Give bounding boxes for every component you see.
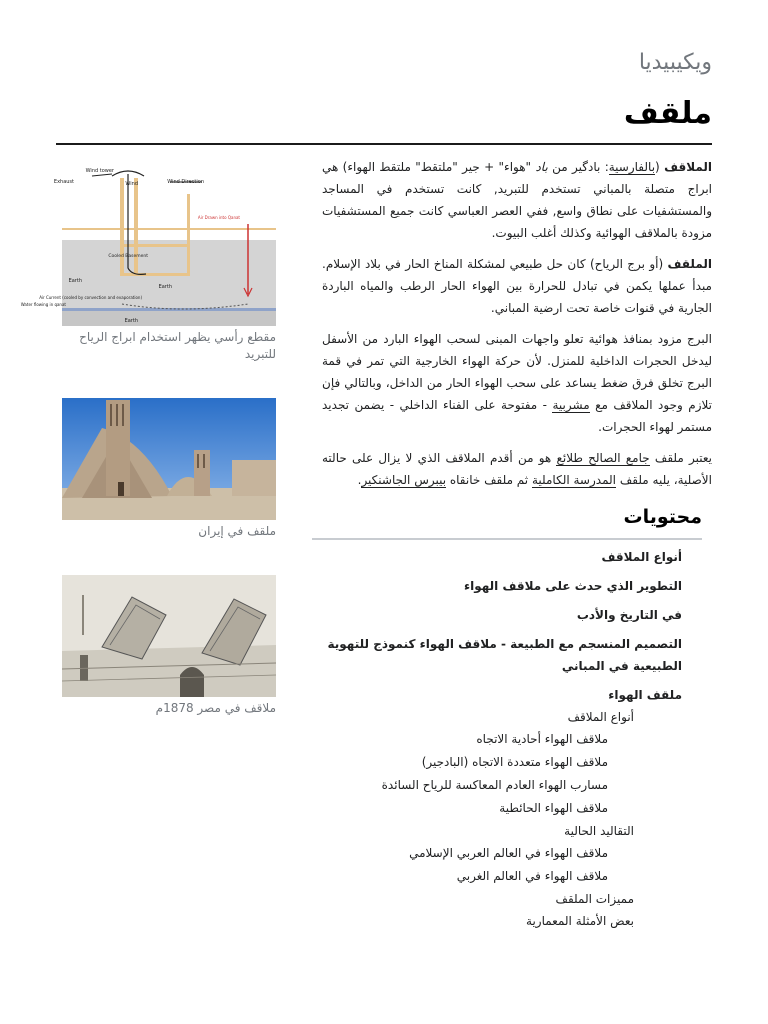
text: البرج مزود بمنافذ هوائية تعلو واجهات المبنى لسحب الهواء البارد من الأسفل ليدخل الحجرات الداخلية للمنزل. لأن حركة الهواء الخارجية التي تمر في قمة البرج تخلق فرق ضغط يساعد على سحب الهواء الحار من الداخل، وبالتالي فإن تلازم وجود الملاقف مع [322,332,712,412]
toc-item-wind-catcher-label[interactable]: ملقف الهواء [608,688,682,702]
label-cooled-basement: Cooled Basement [108,254,148,259]
title-divider [56,143,712,145]
toc-subitem-features[interactable]: مميزات الملقف [555,892,634,906]
toc-item-types[interactable]: أنواع الملاقف [601,550,682,564]
toc-sublist [310,706,682,932]
toc-subsubitem[interactable]: ملاقف الهواء في العالم العربي الإسلامي [409,846,608,860]
toc-subitem [310,706,634,820]
link-kamiliya-madrasa[interactable]: المدرسة الكاملية [531,473,617,487]
figure-caption: ملاقف في مصر 1878م [155,701,276,715]
toc-subitem-examples[interactable]: بعض الأمثلة المعمارية [526,914,634,928]
text: ثم ملقف خانقاه [446,473,532,487]
toc-item-wind-catcher [310,684,682,932]
label-wind-direction: Wind Direction [167,179,204,185]
label-air-current: Air Current (cooled by convection and evaporation) [39,295,142,300]
text: هو من أقدم الملاقف الذي لا يزال على حالته الأصلية، يليه ملقف [322,451,712,487]
figure-caption: ملقف في إيران [198,524,276,538]
paragraph-1 [322,156,712,244]
toc-subsubitem[interactable]: ملاقف الهواء الحائطية [499,801,608,815]
label-earth-right: Earth [158,284,172,290]
label-exhaust: Exhaust [53,179,74,185]
toc-subitem [310,820,634,888]
label-wind-tower: Wind tower [85,168,114,174]
figure-iran-windtower [62,398,276,540]
toc-subsubitem[interactable]: ملاقف الهواء أحادية الاتجاه [476,732,608,746]
text: . [357,473,362,487]
label-wind: Wind [125,181,138,187]
link-baybars-jashankir[interactable]: بيبرس الجاشنكير [361,473,447,487]
windtower-diagram-image[interactable] [20,164,276,326]
page-title: ملقف [623,96,712,131]
toc-divider [312,538,702,540]
toc-sublist-2 [310,728,634,820]
table-of-contents [310,546,682,939]
toc-sublist-2 [310,842,634,888]
site-name[interactable]: ويكيبيديا [638,50,712,75]
link-persian[interactable]: بالفارسية [608,160,656,174]
toc-subitem-traditions[interactable]: التقاليد الحالية [564,824,634,838]
bold-term: الملاقف [664,160,713,174]
iran-windtower-image[interactable] [62,398,276,520]
text: : بادگير من [547,160,609,174]
toc-subsubitem[interactable]: مسارب الهواء العادم المعاكسة للرياح السائدة [381,778,608,792]
bold-term: الملقف [667,257,712,271]
text: ( [655,160,665,174]
figure-windtower-diagram [20,164,276,363]
label-earth-left: Earth [68,278,82,284]
toc-subsubitem[interactable]: ملاقف الهواء متعددة الاتجاه (البادجير) [421,755,608,769]
text: يعتبر ملقف [649,451,712,465]
toc-item-development[interactable]: التطوير الذي حدث على ملاقف الهواء [463,579,682,593]
egypt-windcatchers-image[interactable] [62,575,276,697]
text: "هواء" + جير "ملتقط" ملتقط الهواء) هي ابراج متصلة بالمباني تستخدم للتبريد, كانت تستخدم في المساجد والمستشفيات على نطاق واسع, ففي العصر العباسي كانت جميع المستشفيات مزودة بالملاقف الهوائية وكذلك أغلب البيوت. [322,160,712,240]
link-salih-talai-mosque[interactable]: جامع الصالح طلائع [556,451,650,465]
figure-egypt-windcatchers [62,575,276,717]
figure-caption: مقطع رأسي يظهر استخدام ابراج الرياح للتبريد [79,330,276,361]
label-water: Water flowing in qanat [20,302,66,307]
text: - مفتوحة على الفناء الداخلي - يضمن تجديد مستمر لهواء الحجرات. [322,398,712,434]
italic-term: باد [535,160,548,174]
paragraph-3 [322,328,712,438]
label-air-drawn: Air Drawn into Qanat [197,215,240,220]
toc-item-natural-design[interactable]: التصميم المنسجم مع الطبيعة - ملاقف الهواء كنموذج للتهوية الطبيعية في المباني [327,637,682,673]
toc-subsubitem[interactable]: ملاقف الهواء في العالم الغربي [456,869,608,883]
toc-item-history-literature[interactable]: في التاريخ والأدب [576,608,682,622]
toc-subitem-types[interactable]: أنواع الملاقف [567,710,634,724]
article-body [322,156,712,500]
paragraph-4 [322,447,712,491]
link-mashrabiya[interactable]: مشربية [552,398,590,412]
paragraph-2 [322,253,712,319]
toc-title: محتويات [623,506,702,528]
text: (أو برج الرياح) كان حل طبيعي لمشكلة المناخ الحار في بلاد الإسلام. مبدأ عملها يكمن في تبادل للحرارة بين الهواء الحار الرطب والمياه الباردة الجارية في قنوات خاصة تحت ارضية المباني. [322,257,712,315]
label-earth-bottom: Earth [124,318,138,324]
